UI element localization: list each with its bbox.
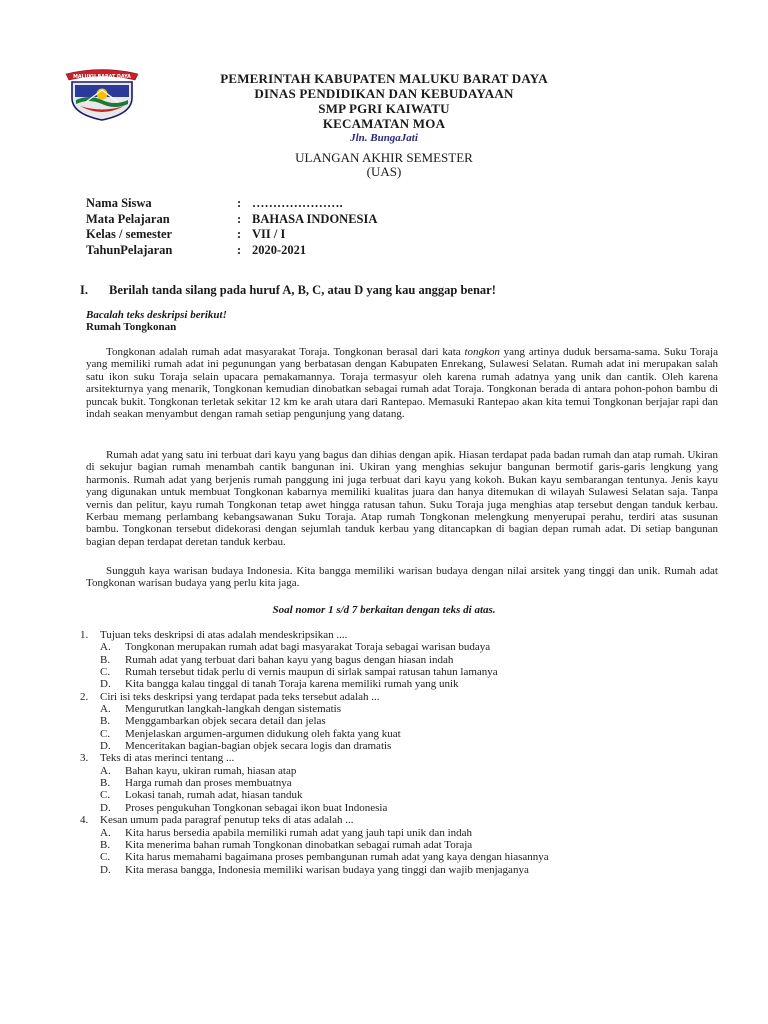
- question-text: Kesan umum pada paragraf penutup teks di atas adalah ...: [100, 814, 354, 827]
- option-text: Kita harus bersedia apabila memiliki rumah adat yang jauh tapi unik dan indah: [125, 826, 473, 839]
- info-value: 2020-2021: [252, 242, 307, 257]
- reading-intro: [86, 309, 227, 333]
- option-text: Kita harus memahami bagaimana proses pembangunan rumah adat yang kaya dengan hiasannya: [125, 851, 549, 864]
- option-text: Lokasi tanah, rumah adat, hiasan tanduk: [125, 789, 303, 802]
- option-text: Kita merasa bangga, Indonesia memiliki warisan budaya yang tinggi dan wajib menjaganya: [125, 863, 529, 876]
- logo-text: MALUKU BARAT DAYA: [73, 75, 131, 80]
- option-text: Menggambarkan objek secara detail dan jelas: [125, 715, 326, 728]
- question-number: 4.: [80, 814, 89, 827]
- info-value: BAHASA INDONESIA: [252, 211, 378, 226]
- option-letter: A.: [100, 826, 111, 839]
- info-colon: :: [237, 211, 242, 226]
- section-text: Berilah tanda silang pada huruf A, B, C, atau D yang kau anggap benar!: [109, 283, 496, 297]
- option-letter: A.: [100, 764, 111, 777]
- option-text: Tongkonan merupakan rumah adat bagi masyarakat Toraja sebagai warisan budaya: [125, 641, 491, 654]
- questions-note: Soal nomor 1 s/d 7 berkaitan dengan teks di atas.: [272, 604, 496, 616]
- option-text: Harga rumah dan proses membuatnya: [125, 777, 292, 790]
- reading-paragraph-3: Sungguh kaya warisan budaya Indonesia. Kita bangga memiliki warisan budaya dengan nilai arsitek yang tinggi dan unik. Rumah adat Tongkonan warisan budaya yang perlu kita jaga.: [86, 565, 718, 590]
- option-letter: C.: [100, 851, 111, 864]
- option-text: Rumah tersebut tidak perlu di vernis maupun di sirlak sampai ratusan tahun lamanya: [125, 666, 498, 679]
- question-text: Teks di atas merinci tentang ...: [100, 752, 235, 765]
- option-letter: B.: [100, 653, 111, 666]
- option-letter: D.: [100, 740, 111, 753]
- exam-title: ULANGAN AKHIR SEMESTER: [295, 150, 473, 165]
- option-text: Menjelaskan argumen-argumen didukung oleh fakta yang kuat: [125, 727, 401, 740]
- reading-paragraph-1: [86, 346, 718, 420]
- info-label: Nama Siswa: [86, 196, 152, 210]
- info-label: TahunPelajaran: [86, 242, 173, 257]
- option-letter: D.: [100, 863, 111, 876]
- letterhead-line: DINAS PENDIDIKAN DAN KEBUDAYAAN: [254, 86, 514, 101]
- option-letter: A.: [100, 641, 111, 654]
- letterhead-line: KECAMATAN MOA: [322, 116, 446, 131]
- info-label: Kelas / semester: [86, 227, 173, 241]
- reading-title: Rumah Tongkonan: [86, 321, 177, 333]
- reading-paragraph-2: Rumah adat yang satu ini terbuat dari kayu yang bagus dan dihias dengan apik. Hiasan terdapat pada badan rumah dan atap rumah. Ukiran di sekujur bagian rumah menambah cantik bangunan ini. Ukiran yang menghias sekujur bangunan bermotif garis-garis lengkung yang harmonis. Rumah adat yang berjenis rumah panggung ini juga terbuat dari kayu yang kokoh. Bukan kayu sembarangan tentunya. Jenis kayu yang digunakan untuk membuat Tongkonan kabarnya memiliki kualitas juara dan hanya ditemukan di wilayah Sulawesi Selatan saja. Tanpa vernis dan pelitur, kayu rumah Tongkonan tetap awet hingga ratusan tahun. Suku Toraja juga menghias atap tersebut dengan tanduk kerbau. Kerbau memang perlambang kebangsawanan Suku Toraja. Atap rumah Tongkonan melengkung menyerupai perahu, terdiri atas susunan bambu. Tongkonan tersebut didekorasi dengan sejumlah tanduk kerbau yang ditancapkan di bagian depan rumah adat. Di setiap bangunan bagian depan terdapat deretan tanduk kerbau.: [86, 449, 718, 548]
- paragraph-text: Tongkonan adalah rumah adat masyarakat Toraja. Tongkonan berasal dari kata: [106, 346, 465, 358]
- section-number: I.: [80, 283, 88, 297]
- info-colon: :: [237, 242, 242, 257]
- option-letter: C.: [100, 789, 111, 802]
- option-letter: B.: [100, 715, 111, 728]
- info-row: [86, 212, 586, 228]
- question-number: 3.: [80, 752, 89, 765]
- paragraph-text: yang artinya duduk bersama-sama. Suku Toraja yang memiliki rumah adat ini pegunungan yang berbatasan dengan Kabupaten Enrekang, Sulawesi Selatan. Rumah adat ini merupakan salah satu ikon suku Toraja selain upacara pemakamannya. Toraja termasyur oleh karena rumah adatnya yang unik dan cantik. Oleh karena arsitekturnya yang menarik, Tongkonan kemudian dinobatkan sebagai rumah adat Toraja. Tongkonan berada di antara pohon-pohon bambu di puncak bukit. Tongkonan terletak sekitar 12 km ke arah utara dari Rantepao. Memasuki Rantepao akan kita temui Tongkonan berjajar rapi dan indah seakan menyambut dengan ramah setiap pengunjung yang datang.: [86, 346, 718, 421]
- reading-instruction: Bacalah teks deskripsi berikut!: [86, 309, 227, 321]
- option-letter: B.: [100, 838, 111, 851]
- option-text: Kita menerima bahan rumah Tongkonan dinobatkan sebagai rumah adat Toraja: [125, 838, 473, 851]
- question-text: Ciri isi teks deskripsi yang terdapat pada teks tersebut adalah ...: [100, 690, 380, 703]
- option-letter: C.: [100, 727, 111, 740]
- school-address: Jln. BungaJati: [350, 132, 418, 144]
- option-text: Kita bangga kalau tinggal di tanah Toraja karena memiliki rumah yang unik: [125, 678, 459, 691]
- info-label: Mata Pelajaran: [86, 211, 170, 226]
- info-row: [86, 227, 586, 243]
- option-letter: B.: [100, 777, 111, 790]
- option-letter: A.: [100, 703, 111, 716]
- option-letter: D.: [100, 801, 111, 814]
- info-value: ………………….: [252, 196, 343, 210]
- question-number: 1.: [80, 629, 89, 641]
- letterhead-line: PEMERINTAH KABUPATEN MALUKU BARAT DAYA: [220, 71, 548, 86]
- exam-heading: [0, 151, 768, 179]
- question-number: 2.: [80, 690, 89, 703]
- info-row: [86, 243, 586, 259]
- option-letter: D.: [100, 678, 111, 691]
- option-text: Bahan kayu, ukiran rumah, hiasan atap: [125, 764, 297, 777]
- exam-subtitle: (UAS): [366, 164, 402, 179]
- letterhead: [0, 71, 768, 145]
- option-text: Rumah adat yang terbuat dari bahan kayu yang bagus dengan hiasan indah: [125, 653, 454, 666]
- info-value: VII / I: [252, 227, 286, 241]
- option-text: Mengurutkan langkah-langkah dengan sistematis: [125, 703, 341, 716]
- info-colon: :: [237, 196, 242, 210]
- option-text: Proses pengukuhan Tongkonan sebagai ikon buat Indonesia: [125, 801, 388, 814]
- info-row: [86, 196, 586, 212]
- option-letter: C.: [100, 666, 111, 679]
- letterhead-line: SMP PGRI KAIWATU: [318, 101, 450, 116]
- italic-term: tongkon: [464, 346, 500, 358]
- info-colon: :: [237, 227, 242, 241]
- option-text: Menceritakan bagian-bagian objek secara logis dan dramatis: [125, 740, 392, 753]
- question-text: Tujuan teks deskripsi di atas adalah mendeskripsikan ....: [100, 629, 348, 641]
- student-info: [86, 196, 586, 258]
